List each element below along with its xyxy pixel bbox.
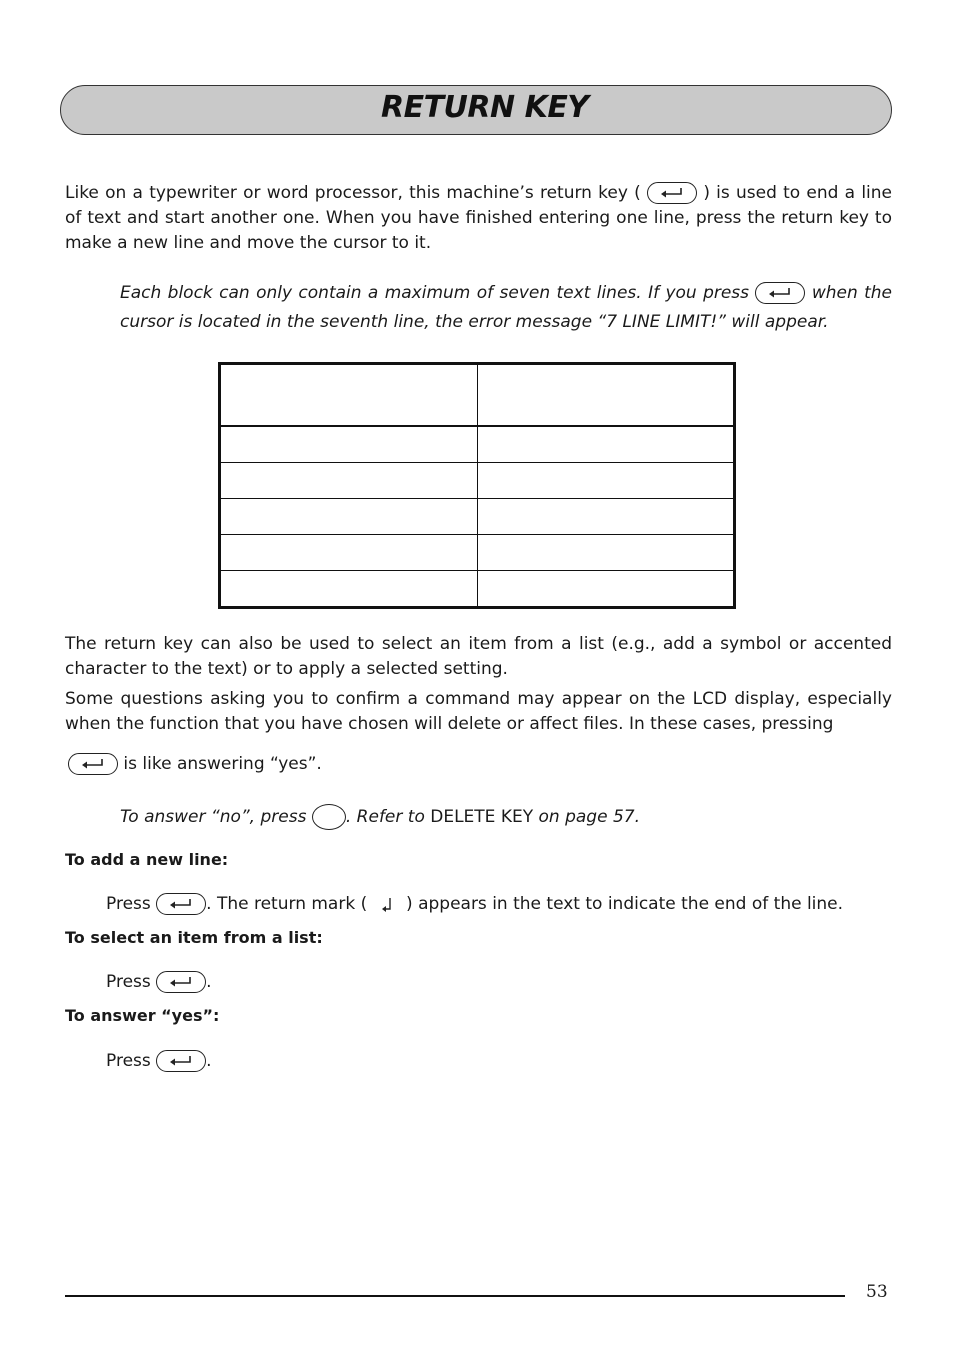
section-heading: To select an item from a list:	[65, 928, 323, 947]
table-cell	[220, 499, 478, 535]
return-key-icon	[755, 282, 805, 304]
return-key-icon	[647, 182, 697, 204]
return-key-icon	[68, 753, 118, 775]
section-instruction: Press .	[106, 1051, 212, 1071]
section-heading: To answer “yes”:	[65, 1006, 220, 1025]
table-cell	[477, 364, 735, 427]
section-instruction: Press . The return mark ( ) appears in the text to indicate the end of the line.	[106, 892, 843, 921]
table-cell	[477, 535, 735, 571]
section-heading: To add a new line:	[65, 850, 229, 869]
return-key-icon	[156, 971, 206, 993]
footer-rule	[65, 1295, 845, 1297]
table-cell	[220, 535, 478, 571]
section-instruction: Press .	[106, 972, 212, 992]
blank-table	[218, 362, 736, 609]
return-key-icon	[156, 893, 206, 915]
confirm-paragraph-tail: is like answering “yes”.	[68, 752, 322, 777]
return-mark-icon	[381, 896, 393, 921]
note-line-limit: Each block can only contain a maximum of seven text lines. If you press when the cursor is located in the seventh line, the error message “7 LINE LIMIT!” will appear.	[120, 283, 893, 332]
round-key-icon	[312, 804, 346, 830]
intro-paragraph: Like on a typewriter or word processor, this machine’s return key ( ) is used to end a line of text and start another one. When you have finished entering one line, press the return key to make a new line and move the cursor to it.	[65, 183, 893, 253]
title-banner	[60, 85, 892, 135]
table-cell	[477, 499, 735, 535]
table-cell	[477, 463, 735, 499]
page-title: RETURN KEY	[381, 90, 589, 125]
note-answer-no: To answer “no”, press . Refer to DELETE KEY on page 57.	[120, 804, 640, 830]
confirm-paragraph: Some questions asking you to confirm a command may appear on the LCD display, especially when the function that you have chosen will delete or affect files. In these cases, pressing	[65, 689, 892, 734]
return-key-icon	[156, 1050, 206, 1072]
table-cell	[477, 426, 735, 463]
table-cell	[220, 426, 478, 463]
select-paragraph: The return key can also be used to select an item from a list (e.g., add a symbol or accented character to the text) or to apply a selected setting.	[65, 634, 892, 679]
table-cell	[477, 571, 735, 608]
table-cell	[220, 463, 478, 499]
page-number: 53	[866, 1282, 888, 1302]
table-cell	[220, 571, 478, 608]
table-cell	[220, 364, 478, 427]
